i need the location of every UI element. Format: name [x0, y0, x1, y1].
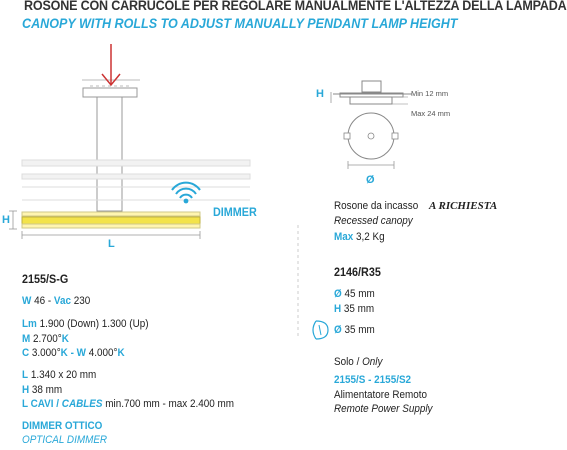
canopy-height-label: H	[316, 88, 324, 100]
spec-macadam: M 2.700°K	[22, 333, 69, 345]
diameter-label: Ø	[366, 174, 375, 186]
length-label: L	[108, 238, 115, 250]
hole-size-icon	[313, 321, 328, 339]
power-supply-it: Alimentatore Remoto	[334, 389, 427, 401]
on-request-badge: A RICHIESTA	[429, 200, 498, 212]
spec-length: L 1.340 x 20 mm	[22, 369, 97, 381]
recessed-canopy-it: Rosone da incasso	[334, 200, 419, 212]
spec-height: H 38 mm	[22, 384, 63, 396]
max-label: Max 24 mm	[411, 109, 451, 118]
optical-dimmer-en: OPTICAL DIMMER	[22, 434, 108, 446]
power-supply-en: Remote Power Supply	[334, 403, 433, 415]
recessed-canopy-en: Recessed canopy	[334, 215, 413, 227]
recessed-max: Max 3,2 Kg	[334, 231, 385, 243]
compatible-models: 2155/S - 2155/S2	[334, 374, 412, 386]
spec-diameter: Ø 45 mm	[334, 288, 375, 300]
spec-right-height: H 35 mm	[334, 303, 375, 315]
product-code-right: 2146/R35	[334, 265, 381, 279]
spec-color-temp: C 3.000°K - W 4.000°K	[22, 347, 125, 359]
dimmer-label: DIMMER	[213, 205, 257, 219]
spec-cables: L CAVI / CABLES min.700 mm - max 2.400 mm	[22, 398, 235, 410]
spec-power: W 46 - Vac 230	[22, 295, 91, 307]
product-code-left: 2155/S-G	[22, 272, 69, 286]
solo-only: Solo / Only	[334, 356, 383, 368]
spec-lumen: Lm 1.900 (Down) 1.300 (Up)	[22, 318, 149, 330]
min-label: Min 12 mm	[411, 89, 449, 98]
spec-hole: Ø 35 mm	[334, 324, 375, 336]
optical-dimmer-it: DIMMER OTTICO	[22, 420, 103, 432]
height-label: H	[2, 214, 10, 226]
title-english: CANOPY WITH ROLLS TO ADJUST MANUALLY PENDANT LAMP HEIGHT	[22, 16, 458, 31]
title-italian: ROSONE CON CARRUCOLE PER REGOLARE MANUALMENTE L'ALTEZZA DELLA LAMPADA	[24, 0, 567, 13]
